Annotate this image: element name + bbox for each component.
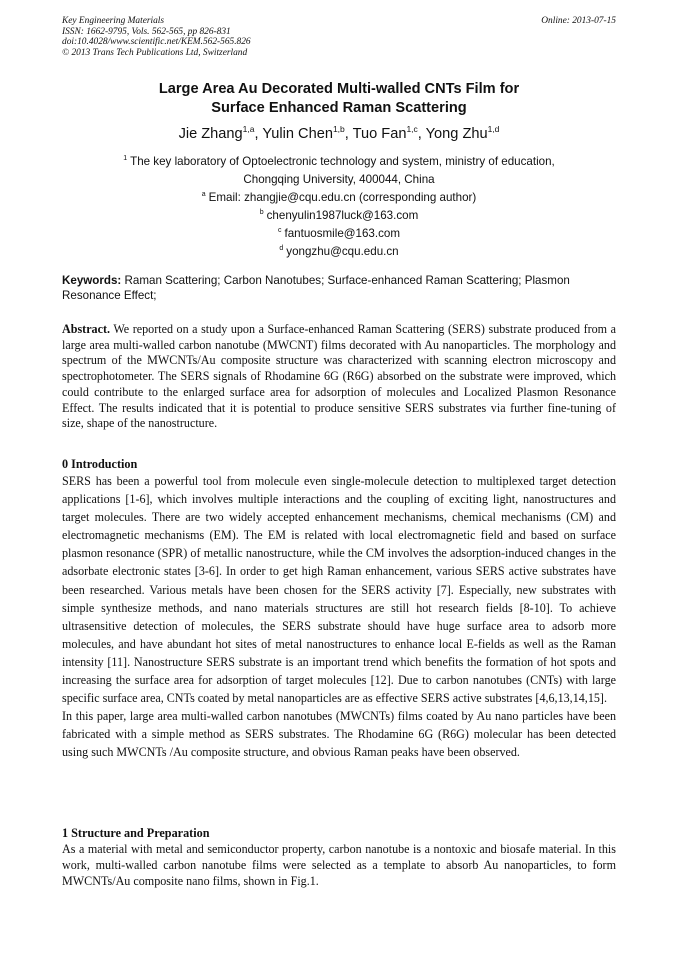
doi-line[interactable]: doi:10.4028/www.scientific.net/KEM.562-565.826 xyxy=(62,37,251,48)
author-name: Yulin Chen xyxy=(262,126,333,142)
abstract-text: We reported on a study upon a Surface-enhanced Raman Scattering (SERS) substrate produced from a large area multi-walled carbon nanotube (MWCNT) films decorated with Au nanoparticles. The morphology and spectrum of the MWCNTs/Au composite structure was characterized with scanning electron microscopy and spectrophotometer. The SERS signals of Rhodamine 6G (R6G) absorbed on the substrate were improved, which could contribute to the enlarged surface area for adsorption of molecules and Localized Plasmon Resonance Effect. The results indicated that it is potential to produce sensitive SERS substrates via further fine-tuning of size, shape of the nanostructure. xyxy=(62,322,616,431)
structure-body xyxy=(62,841,616,890)
author-name: Yong Zhu xyxy=(425,126,488,142)
keywords-label: Keywords: xyxy=(62,274,122,287)
author-name: Tuo Fan xyxy=(352,126,407,142)
email-marker: d xyxy=(279,245,284,252)
section-heading-introduction: 0 Introduction xyxy=(62,457,138,471)
journal-name: Key Engineering Materials xyxy=(62,16,165,26)
author-affiliation-marker: 1,d xyxy=(487,124,500,134)
affiliation-line-2: Chongqing University, 400044, China xyxy=(243,173,435,186)
introduction-body xyxy=(62,472,616,762)
paragraph: SERS has been a powerful tool from molecule even single-molecule detection to multiplexed target detection applications [1-6], which involves multiple interactions and the coupling of exciting light, nanostructures and target molecules. There are two widely accepted enhancement mechanisms, chemical mechanisms (CM) and electromagnetic mechanisms (EM). The EM is related with local electromagnetic field and based on surface plasmon resonance (SPR) of metallic nanostructure, while the CM involves the adsorption-induced changes in the adsorbate electronic states [3-6]. In order to get high Raman enhancement, various SERS active substrates have been researched. Various metals have been chosen for the SERS activity [7]. Especially, new substrates with simple synthesize methods, and nano materials structures are still hot research fields [8-10]. To achieve ultrasensitive detection of molecules, the SERS substrate should have huge surface area to adsorb more molecules, and have abundant hot sites of metal nanostructures to enhance local E-fields as well as the Raman intensity [11]. Nanostructure SERS substrate is an important trend which benefits the formation of hot spots and increasing the surface area for adsorption of target molecules [12]. Due to carbon nanotubes (CNTs) with large specific surface area, CNTs coated by metal nanoparticles are as effective SERS active substrates [4,6,13,14,15]. xyxy=(62,474,616,706)
abstract-label: Abstract. xyxy=(62,322,111,336)
email-address[interactable]: fantuosmile@163.com xyxy=(284,227,401,240)
author-affiliation-marker: 1,b xyxy=(332,124,345,134)
title-line-1: Large Area Au Decorated Multi-walled CNTs Film for xyxy=(158,81,520,97)
email-marker: b xyxy=(259,209,264,216)
email-address[interactable]: chenyulin1987luck@163.com xyxy=(266,209,419,222)
paragraph: In this paper, large area multi-walled carbon nanotubes (MWCNTs) films coated by Au nano particles have been fabricated with a simple method as SERS substrates. The Rhodamine 6G (R6G) molecular has been detected using such MWCNTs /Au composite structure, and obvious Raman peaks have been observed. xyxy=(62,709,616,760)
author-affiliation-marker: 1,c xyxy=(406,124,418,134)
author-list: Jie Zhang$^{1,a}$, Yulin Chen$^{1,b}$, Tuo Fan$^{1,c}$, Yong Zhu$^{1,d}$ xyxy=(178,124,500,142)
email-corresponding[interactable]: Email: zhangjie@cqu.edu.cn (corresponding author) xyxy=(208,191,477,204)
copyright-line: © 2013 Trans Tech Publications Ltd, Switzerland xyxy=(62,47,248,58)
email-address[interactable]: yongzhu@cqu.edu.cn xyxy=(286,245,399,258)
affiliation-line-1: The key laboratory of Optoelectronic technology and system, ministry of education, xyxy=(130,155,555,168)
affiliation-marker: 1 xyxy=(123,155,128,162)
email-marker: c xyxy=(277,227,282,234)
issn-line: ISSN: 1662-9795, Vols. 562-565, pp 826-831 xyxy=(62,26,231,37)
affiliation-block xyxy=(62,153,616,261)
online-date: Online: 2013-07-15 xyxy=(541,16,616,26)
section-heading-structure: 1 Structure and Preparation xyxy=(62,826,210,840)
author-affiliation-marker: 1,a xyxy=(242,124,255,134)
keywords xyxy=(62,273,616,303)
keywords-text: Raman Scattering; Carbon Nanotubes; Surface-enhanced Raman Scattering; Plasmon Resonance Effect; xyxy=(62,274,570,302)
abstract xyxy=(62,322,616,432)
author-name: Jie Zhang xyxy=(178,126,243,142)
paper-title xyxy=(62,80,616,118)
title-line-2: Surface Enhanced Raman Scattering xyxy=(211,100,467,116)
journal-header xyxy=(62,16,616,58)
email-marker: a xyxy=(201,191,206,198)
paragraph: As a material with metal and semiconductor property, carbon nanotube is a nontoxic and biosafe material. In this work, multi-walled carbon nanotube films were selected as a template to absorb Au nanoparticles, to form MWCNTs/Au composite nano films, shown in Fig.1. xyxy=(62,842,616,889)
